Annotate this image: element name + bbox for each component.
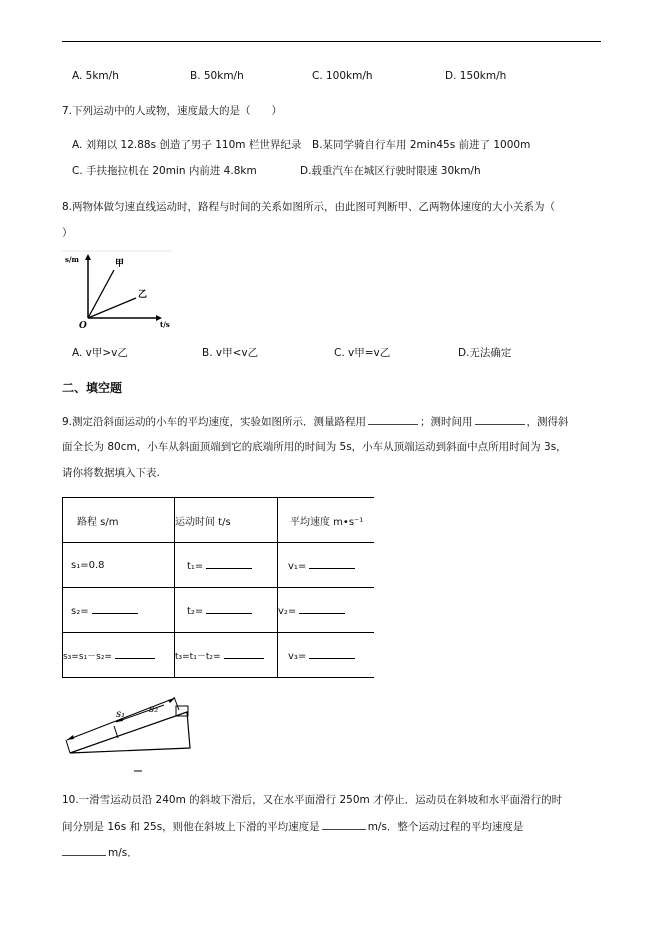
section-title: 二、填空题 [62,381,123,395]
cell [63,633,175,678]
q10-text: 间分别是 16s 和 25s，则他在斜坡上下滑的平均速度是 [62,821,320,833]
s-t-graph [62,250,177,330]
y-axis-label: s/m [65,255,79,264]
x-axis-label: t/s [160,320,170,329]
cell [278,633,375,678]
incline-figure [64,690,194,780]
cell-text: t₂= [187,605,204,617]
table-header-row [63,498,375,543]
q7-stem: 7.下列运动中的人或物，速度最大的是（ ） [62,105,283,117]
q7-option-b: B.某同学骑自行车用 2min45s 前进了 1000m [312,139,531,151]
q7-option-d: D.载重汽车在城区行驶时限速 30km/h [300,165,481,177]
table-row [63,633,375,678]
q10-line1: 10.一滑雪运动员沿 240m 的斜坡下滑后，又在水平面滑行 250m 才停止．运动员在斜坡和水平面滑行的时 [62,794,563,806]
cell-text: v₁= [288,560,307,572]
cell [63,588,175,633]
answer-blank[interactable] [299,604,345,614]
cell-text: v₃= [288,650,307,662]
origin-label: O [79,321,87,330]
answer-blank[interactable] [475,414,525,425]
cell [175,588,278,633]
header-distance: 路程 s/m [63,498,175,543]
cell-text: t₃=t₁－t₂= [175,651,221,662]
answer-blank[interactable] [224,649,264,659]
answer-blank[interactable] [368,414,418,425]
q8-option-c: C. v甲=v乙 [334,347,391,359]
answer-blank[interactable] [62,845,106,856]
q9-text: 9.测定沿斜面运动的小车的平均速度，实验如图所示．测量路程用 [62,416,367,428]
q8-option-b: B. v甲<v乙 [202,347,259,359]
s1-label: s₁ [116,709,126,720]
q9-line3: 请你将数据填入下表. [62,467,160,479]
answer-blank[interactable] [322,819,366,830]
cell-text: v₂= [278,605,297,617]
answer-blank[interactable] [206,559,252,569]
table-row [63,543,375,588]
header-time: 运动时间 t/s [175,498,278,543]
answer-blank[interactable] [92,604,138,614]
q9-text: ，测得斜 [526,416,569,428]
q10-line2 [62,819,523,834]
q8-option-d: D.无法确定 [458,347,512,359]
q10-text: m/s．整个运动过程的平均速度是 [367,821,524,833]
answer-blank[interactable] [309,559,355,569]
cell [278,543,375,588]
q10-text: m/s． [108,847,138,859]
cell-text: s₃=s₁－s₂= [63,651,112,662]
line-yi [88,298,136,318]
q8-option-a: A. v甲>v乙 [72,347,128,359]
header-rule [62,41,601,42]
q6-option-a: A. 5km/h [72,70,119,82]
line-jia [88,270,114,318]
answer-blank[interactable] [206,604,252,614]
line-yi-label: 乙 [138,290,148,300]
q8-stem-end: ） [62,227,73,239]
s2-label: s₂ [149,704,159,715]
header-speed: 平均速度 m•s⁻¹ [278,498,375,543]
cell [278,588,375,633]
q6-option-b: B. 50km/h [190,70,244,82]
table-row [63,588,375,633]
line-jia-label: 甲 [115,259,125,269]
answer-blank[interactable] [309,649,355,659]
cell-text: s₂= [71,605,89,617]
cell-text: t₁= [187,560,204,572]
answer-blank[interactable] [115,649,155,659]
cell [175,543,278,588]
q9-line1 [62,414,569,429]
q9-line2: 面全长为 80cm，小车从斜面顶端到它的底端所用的时间为 5s，小车从顶端运动到斜面中点所用时间为 3s， [62,441,567,453]
q8-stem: 8.两物体做匀速直线运动时，路程与时间的关系如图所示，由此图可判断甲、乙两物体速度的大小关系为（ [62,201,556,213]
q6-option-c: C. 100km/h [312,70,373,82]
ramp [70,712,190,753]
q10-line3 [62,845,138,860]
q7-option-c: C. 手扶拖拉机在 20min 内前进 4.8km [72,165,257,177]
cell-text: s₁=0.8 [71,559,105,571]
cell [175,633,278,678]
q7-option-a: A. 刘翔以 12.88s 创造了男子 110m 栏世界纪录 [72,139,302,151]
data-table [62,497,374,678]
q6-option-d: D. 150km/h [445,70,507,82]
cell [63,543,175,588]
q9-text: ；测时间用 [420,416,473,428]
